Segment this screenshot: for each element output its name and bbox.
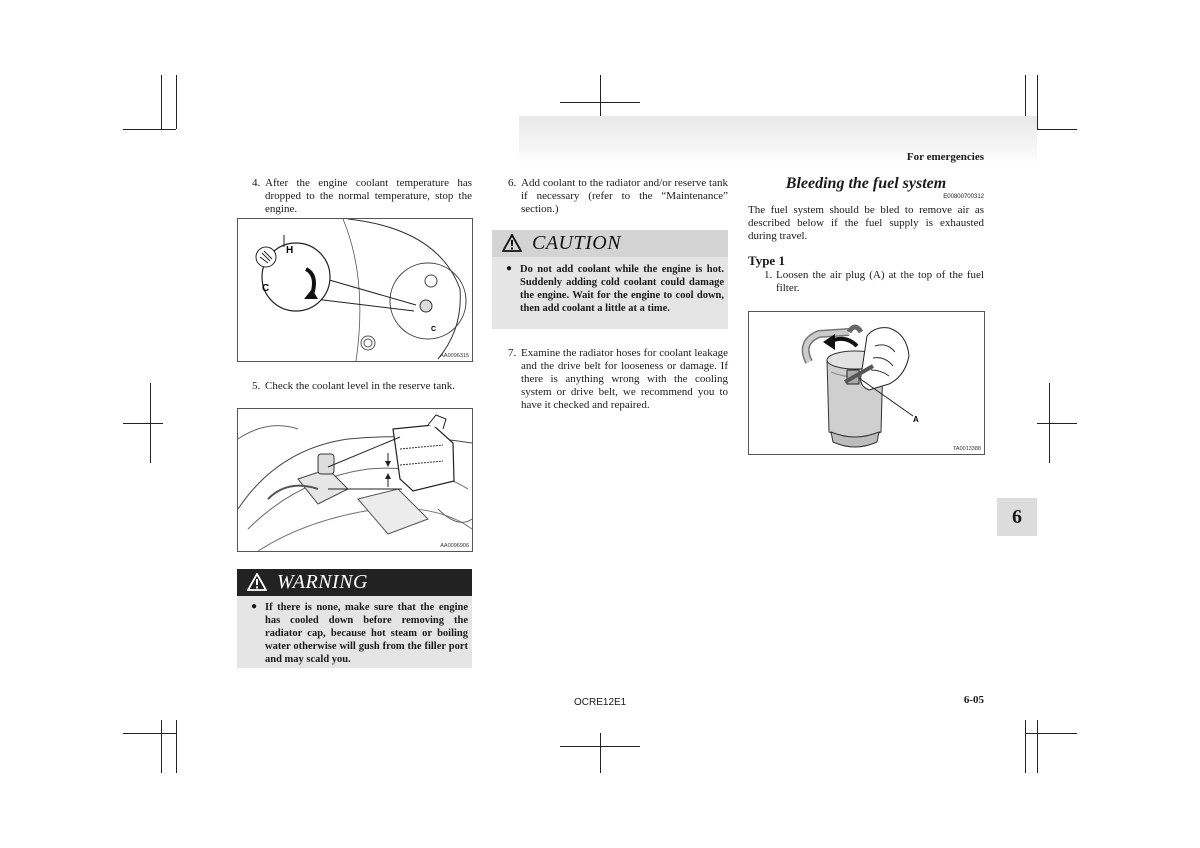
- section-title: Bleeding the fuel system: [785, 175, 947, 192]
- figure-id: AA0096315: [440, 353, 469, 359]
- page-number: 6-05: [963, 694, 984, 706]
- step-number: 4.: [252, 177, 261, 189]
- crop-mark: [161, 720, 162, 773]
- crop-mark: [600, 733, 601, 773]
- step-5: [252, 380, 472, 393]
- air-plug-label: A: [913, 415, 919, 424]
- step-4: [252, 177, 472, 216]
- crop-mark: [1037, 423, 1077, 424]
- warning-banner: [237, 569, 472, 596]
- fuel-filter-illustration: [749, 312, 984, 454]
- step-text: Add coolant to the radiator and/or reserve tank if necessary (refer to the “Maintenance” section.): [521, 177, 728, 215]
- caution-box: [492, 230, 728, 329]
- crop-mark: [1049, 383, 1050, 463]
- step-text: After the engine coolant temperature has dropped to the normal temperature, stop the engine.: [265, 177, 472, 215]
- gauge-cold-label-small: C: [431, 326, 437, 333]
- header-section-title: For emergencies: [906, 151, 984, 163]
- step-7: [508, 347, 728, 412]
- crop-mark: [176, 720, 177, 773]
- engine-bay-illustration: [238, 409, 472, 551]
- crop-mark: [1037, 720, 1038, 773]
- figure-reserve-tank: [237, 408, 473, 552]
- step-1: [764, 269, 984, 295]
- crop-mark: [176, 75, 177, 129]
- crop-mark: [161, 75, 162, 129]
- step-6: [508, 177, 728, 216]
- step-text: Check the coolant level in the reserve tank.: [265, 380, 455, 392]
- gauge-cold-label: C: [262, 283, 270, 294]
- footer-code: OCRE12E1: [574, 697, 627, 708]
- figure-id: AA0096906: [440, 543, 469, 549]
- chapter-tab: 6: [997, 498, 1037, 536]
- section-code: E00800700312: [943, 194, 984, 200]
- step-number: 7.: [508, 347, 517, 359]
- warning-box: [237, 569, 472, 668]
- step-number: 1.: [764, 269, 773, 281]
- caution-label: CAUTION: [532, 232, 622, 254]
- step-number: 6.: [508, 177, 517, 189]
- figure-id: TA0013388: [952, 446, 981, 452]
- figure-temperature-gauge: [237, 218, 473, 362]
- caution-banner: [492, 230, 728, 257]
- crop-mark: [1025, 720, 1026, 773]
- figure-fuel-filter: [748, 311, 985, 455]
- gauge-hot-label: H: [286, 245, 294, 256]
- step-text: Loosen the air plug (A) at the top of the fuel filter.: [776, 269, 984, 294]
- step-number: 5.: [252, 380, 261, 392]
- section-intro: [748, 204, 984, 243]
- crop-mark: [1037, 75, 1038, 129]
- warning-label: WARNING: [277, 571, 368, 593]
- temperature-gauge-illustration: [238, 219, 472, 361]
- crop-mark: [150, 383, 151, 463]
- caution-text: Do not add coolant while the engine is hot. Suddenly adding cold coolant could damage the engine. Wait for the engine to cool down, then add coolant a little at a time.: [520, 264, 724, 314]
- warning-triangle-icon: [247, 573, 267, 591]
- intro-text: The fuel system should be bled to remove air as described below if the fuel supply is exhausted during travel.: [748, 204, 984, 242]
- bullet-icon: ●: [251, 601, 258, 612]
- warning-text: If there is none, make sure that the engine has cooled down before removing the radiator cap, because hot steam or boiling water otherwise will gush from the filler port and may scald you.: [265, 602, 468, 665]
- bullet-icon: ●: [506, 263, 513, 274]
- subhead-type-1: Type 1: [748, 253, 785, 268]
- crop-mark: [123, 129, 176, 130]
- crop-mark: [123, 733, 176, 734]
- step-text: Examine the radiator hoses for coolant leakage and the drive belt for looseness or damage. If there is anything wrong with the cooling system or drive belt, we recommend you to have it checked and repaired.: [521, 347, 728, 411]
- caution-triangle-icon: [502, 234, 522, 252]
- crop-mark: [123, 423, 163, 424]
- crop-mark: [1025, 733, 1077, 734]
